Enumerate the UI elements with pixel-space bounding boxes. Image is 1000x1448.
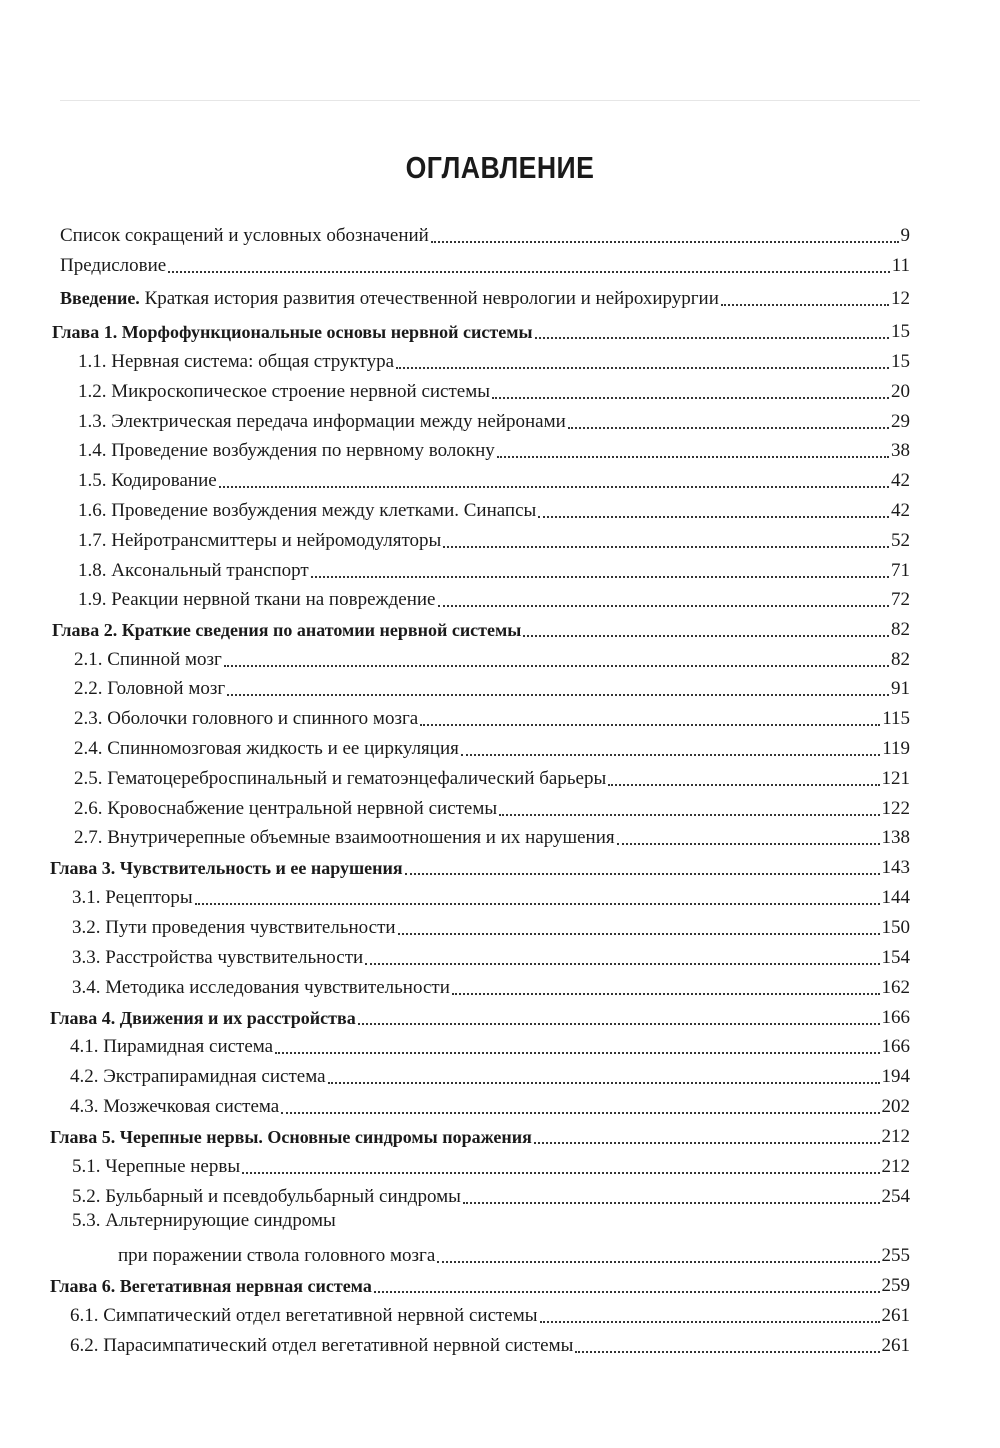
dot-leader bbox=[575, 1351, 879, 1353]
toc-entry-page: 138 bbox=[881, 827, 910, 848]
toc-entry-text: 4.1. Пирамидная система bbox=[70, 1036, 274, 1057]
dot-leader bbox=[438, 605, 890, 607]
toc-chapter[interactable] bbox=[50, 1119, 910, 1149]
dot-leader bbox=[224, 665, 889, 667]
dot-leader bbox=[497, 456, 889, 458]
toc-entry[interactable] bbox=[70, 1089, 910, 1119]
toc-entry-page: 261 bbox=[881, 1305, 910, 1326]
toc-chapter[interactable] bbox=[50, 1268, 910, 1298]
toc-chapter-text: Глава 3. Чувствительность и ее нарушения bbox=[50, 858, 403, 878]
dot-leader bbox=[405, 873, 880, 875]
toc-entry-text: 1.9. Реакции нервной ткани на повреждение bbox=[78, 589, 436, 610]
toc-entry-page: 194 bbox=[881, 1066, 910, 1087]
toc-entry-page: 72 bbox=[891, 589, 910, 610]
toc-entry-page: 259 bbox=[881, 1275, 910, 1296]
dot-leader bbox=[431, 241, 899, 243]
toc-entry[interactable] bbox=[60, 218, 910, 248]
toc-entry-text: 3.2. Пути проведения чувствительности bbox=[72, 917, 396, 938]
toc-entry-page: 162 bbox=[881, 977, 910, 998]
toc-entry[interactable] bbox=[78, 374, 910, 404]
toc-chapter-text: Глава 1. Морфофункциональные основы нервной системы bbox=[52, 322, 533, 342]
toc-chapter[interactable] bbox=[50, 850, 910, 880]
toc-entry-text: 4.2. Экстрапирамидная система bbox=[70, 1066, 326, 1087]
toc-entry-text: Список сокращений и условных обозначений bbox=[60, 225, 429, 246]
toc-entry[interactable] bbox=[70, 1298, 910, 1328]
toc-entry-page: 115 bbox=[882, 708, 910, 729]
dot-leader bbox=[499, 814, 879, 816]
toc-entry-text: 2.6. Кровоснабжение центральной нервной системы bbox=[74, 798, 498, 819]
dot-leader bbox=[608, 784, 879, 786]
toc-chapter[interactable] bbox=[50, 1000, 910, 1030]
toc-entry[interactable] bbox=[72, 940, 910, 970]
toc-entry-page: 42 bbox=[891, 470, 910, 491]
dot-leader bbox=[195, 903, 880, 905]
toc-entry-page: 82 bbox=[891, 649, 910, 670]
toc-entry-page: 254 bbox=[881, 1186, 910, 1207]
dot-leader bbox=[538, 516, 889, 518]
toc-entry[interactable] bbox=[74, 820, 910, 850]
bleed-through-rule bbox=[60, 100, 920, 101]
toc-entry-text bbox=[60, 286, 719, 311]
toc-entry-page: 15 bbox=[891, 351, 910, 372]
dot-leader bbox=[281, 1112, 879, 1114]
toc-entry[interactable] bbox=[74, 671, 910, 701]
intro-label: Введение. bbox=[60, 288, 140, 308]
toc-entry-page: 29 bbox=[891, 411, 910, 432]
toc-chapter[interactable] bbox=[52, 314, 910, 344]
dot-leader bbox=[328, 1082, 880, 1084]
toc-chapter-text: Глава 5. Черепные нервы. Основные синдромы поражения bbox=[50, 1127, 532, 1147]
page-title: ОГЛАВЛЕНИЕ bbox=[405, 150, 595, 185]
toc-entry[interactable] bbox=[72, 1179, 910, 1209]
dot-leader bbox=[523, 635, 889, 637]
toc-entry-text: 5.1. Черепные нервы bbox=[72, 1156, 241, 1177]
toc-entry-text: 2.4. Спинномозговая жидкость и ее циркуляция bbox=[74, 738, 459, 759]
toc-entry-page: 143 bbox=[881, 857, 910, 878]
toc-entry-page: 20 bbox=[891, 381, 910, 402]
dot-leader bbox=[534, 1142, 880, 1144]
dot-leader bbox=[535, 337, 889, 339]
toc-entry-text: 1.5. Кодирование bbox=[78, 470, 217, 491]
toc-entry-page: 255 bbox=[881, 1245, 910, 1266]
toc-entry[interactable] bbox=[78, 463, 910, 493]
toc-entry-page: 202 bbox=[881, 1096, 910, 1117]
toc-entry-page: 121 bbox=[881, 768, 910, 789]
toc-entry-text: 2.1. Спинной мозг bbox=[74, 649, 222, 670]
toc-entry[interactable] bbox=[78, 523, 910, 553]
toc-entry-text: 1.1. Нервная система: общая структура bbox=[78, 351, 394, 372]
toc-entry-page: 38 bbox=[891, 440, 910, 461]
toc-chapter-text: Глава 6. Вегетативная нервная система bbox=[50, 1276, 372, 1296]
dot-leader bbox=[463, 1202, 880, 1204]
toc-entry-page: 91 bbox=[891, 678, 910, 699]
dot-leader bbox=[492, 397, 889, 399]
dot-leader bbox=[617, 843, 880, 845]
toc-entry-page: 9 bbox=[900, 225, 910, 246]
toc-entry[interactable] bbox=[78, 553, 910, 583]
toc-entry-page: 166 bbox=[881, 1036, 910, 1057]
dot-leader bbox=[358, 1023, 880, 1025]
toc-entry-text: 3.3. Расстройства чувствительности bbox=[72, 947, 364, 968]
toc-entry-page: 119 bbox=[882, 738, 910, 759]
dot-leader bbox=[443, 546, 889, 548]
toc-entry[interactable] bbox=[78, 582, 910, 612]
toc-entry[interactable] bbox=[78, 493, 910, 523]
toc-entry-text: 3.4. Методика исследования чувствительности bbox=[72, 977, 450, 998]
toc-entry-text: Предисловие bbox=[60, 255, 167, 276]
toc-entry-page: 12 bbox=[891, 288, 910, 309]
toc-entry[interactable] bbox=[74, 761, 910, 791]
toc-entry-text: 6.2. Парасимпатический отдел вегетативной нервной системы bbox=[70, 1335, 574, 1356]
toc-entry-page: 166 bbox=[881, 1007, 910, 1028]
toc-entry-continuation[interactable] bbox=[118, 1238, 910, 1268]
toc-entry-text: 1.3. Электрическая передача информации между нейронами bbox=[78, 411, 566, 432]
dot-leader bbox=[437, 1261, 879, 1263]
toc-entry-text: 1.4. Проведение возбуждения по нервному волокну bbox=[78, 440, 495, 461]
toc-entry-page: 144 bbox=[881, 887, 910, 908]
toc-entry-page: 52 bbox=[891, 530, 910, 551]
toc-entry[interactable] bbox=[74, 701, 910, 731]
toc-entry-text: при поражении ствола головного мозга bbox=[118, 1245, 436, 1266]
toc-entry-text: 1.6. Проведение возбуждения между клетками. Синапсы bbox=[78, 500, 537, 521]
toc-entry-text: 2.2. Головной мозг bbox=[74, 678, 226, 699]
dot-leader bbox=[396, 367, 889, 369]
dot-leader bbox=[540, 1321, 880, 1323]
toc-chapter-text: Глава 2. Краткие сведения по анатомии нервной системы bbox=[52, 620, 522, 640]
toc-entry-text: 3.1. Рецепторы bbox=[72, 887, 193, 908]
toc-entry[interactable] bbox=[74, 642, 910, 672]
toc-entry-first-line[interactable]: 5.3. Альтернирующие синдромы bbox=[72, 1210, 336, 1231]
dot-leader bbox=[568, 427, 889, 429]
toc-chapter[interactable] bbox=[52, 612, 910, 642]
toc-entry-text: 2.5. Гематоцереброспинальный и гематоэнцефалический барьеры bbox=[74, 768, 607, 789]
toc-entry[interactable] bbox=[78, 404, 910, 434]
toc-entry-text: 2.3. Оболочки головного и спинного мозга bbox=[74, 708, 419, 729]
toc-entry[interactable] bbox=[72, 910, 910, 940]
dot-leader bbox=[227, 694, 889, 696]
toc-entry-page: 154 bbox=[881, 947, 910, 968]
toc-entry[interactable] bbox=[78, 344, 910, 374]
dot-leader bbox=[398, 933, 880, 935]
toc-entry-text: 1.7. Нейротрансмиттеры и нейромодуляторы bbox=[78, 530, 442, 551]
dot-leader bbox=[242, 1172, 879, 1174]
dot-leader bbox=[168, 271, 889, 273]
toc-entry[interactable] bbox=[70, 1029, 910, 1059]
toc-entry-page: 212 bbox=[881, 1156, 910, 1177]
toc-entry-text: 1.8. Аксональный транспорт bbox=[78, 560, 309, 581]
toc-entry-page: 261 bbox=[881, 1335, 910, 1356]
toc-entry-page: 122 bbox=[881, 798, 910, 819]
toc-entry-text: 5.2. Бульбарный и псевдобульбарный синдромы bbox=[72, 1186, 461, 1207]
dot-leader bbox=[420, 724, 880, 726]
toc-entry-page: 42 bbox=[891, 500, 910, 521]
dot-leader bbox=[374, 1291, 880, 1293]
toc-entry[interactable] bbox=[74, 731, 910, 761]
intro-title: Краткая история развития отечественной неврологии и нейрохирургии bbox=[139, 288, 719, 309]
toc-entry[interactable] bbox=[72, 880, 910, 910]
toc-entry-page: 15 bbox=[891, 321, 910, 342]
toc-entry-text: 2.7. Внутричерепные объемные взаимоотношения и их нарушения bbox=[74, 827, 615, 848]
dot-leader bbox=[311, 576, 889, 578]
toc-entry-introduction[interactable] bbox=[60, 281, 910, 311]
toc-chapter-text: Глава 4. Движения и их расстройства bbox=[50, 1008, 356, 1028]
dot-leader bbox=[461, 754, 880, 756]
toc-entry-page: 150 bbox=[881, 917, 910, 938]
toc-entry-page: 11 bbox=[891, 255, 910, 276]
toc-entry[interactable] bbox=[70, 1059, 910, 1089]
toc-entry-page: 212 bbox=[881, 1126, 910, 1147]
toc-entry[interactable] bbox=[78, 433, 910, 463]
toc-entry[interactable] bbox=[60, 248, 910, 278]
toc-entry-text: 6.1. Симпатический отдел вегетативной нервной системы bbox=[70, 1305, 538, 1326]
toc-entry[interactable] bbox=[74, 791, 910, 821]
toc-entry[interactable] bbox=[72, 1149, 910, 1179]
toc-entry[interactable] bbox=[70, 1328, 910, 1358]
dot-leader bbox=[452, 993, 880, 995]
dot-leader bbox=[275, 1052, 879, 1054]
dot-leader bbox=[219, 486, 889, 488]
toc-entry-text: 4.3. Мозжечковая система bbox=[70, 1096, 280, 1117]
dot-leader bbox=[365, 963, 879, 965]
toc-entry-text: 1.2. Микроскопическое строение нервной системы bbox=[78, 381, 490, 402]
toc-entry[interactable] bbox=[72, 970, 910, 1000]
toc-entry-page: 71 bbox=[891, 560, 910, 581]
toc-entry-page: 82 bbox=[891, 619, 910, 640]
dot-leader bbox=[721, 304, 889, 306]
